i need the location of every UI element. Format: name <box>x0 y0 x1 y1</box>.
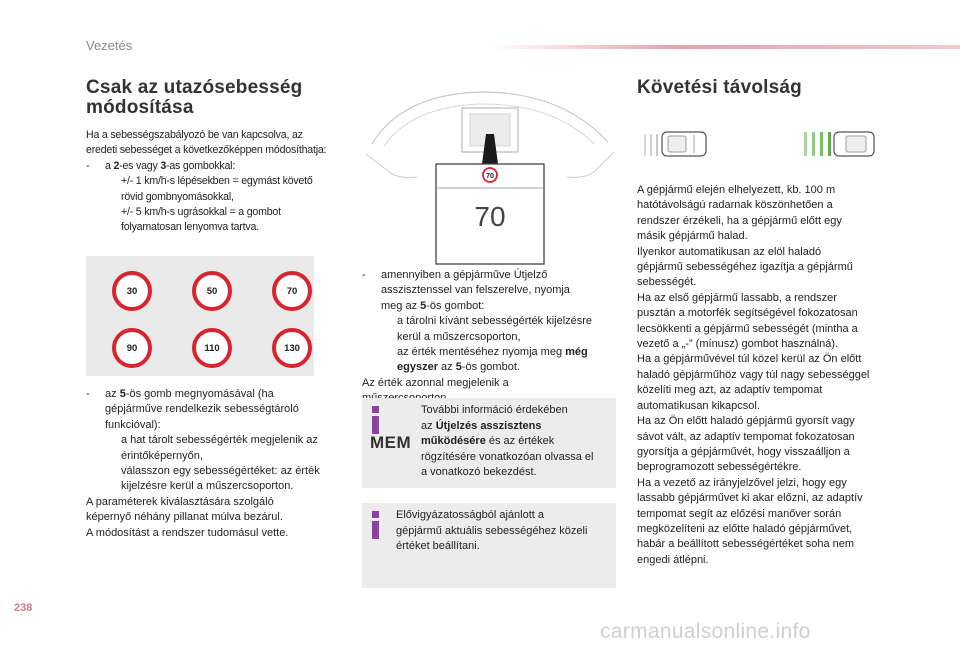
text: a tárolni kívánt sebességérték kijelzésre <box>397 315 593 328</box>
text: amennyiben a gépjárműve Útjelző <box>381 269 548 281</box>
bold-text: még <box>565 346 588 359</box>
button-ref: 5 <box>420 299 427 312</box>
info-icon-bar <box>372 416 379 434</box>
speed-sign-panel <box>86 256 314 376</box>
paragraph-line: A gépjármű elején elhelyezett, kb. 100 m <box>637 184 836 196</box>
paragraph-line: Ha a gépjárművével túl közel kerül az Ön előtt <box>637 353 862 366</box>
left-intro <box>86 128 356 236</box>
paragraph-line: megközelíteni az előtte haladó gépjárművet, <box>637 522 853 535</box>
speed-sign-50: 50 <box>192 271 232 311</box>
speed-sign-30: 30 <box>112 271 152 311</box>
text: funkcióval): <box>105 418 161 431</box>
button-ref: 3 <box>160 159 167 172</box>
paragraph-line: rendszer érzékeli, ha a gépjármű előtt egy <box>637 214 842 227</box>
dash: - <box>86 159 90 172</box>
paragraph-line: habár a beállított sebességértéket soha nem <box>637 538 855 551</box>
left-heading <box>86 78 302 118</box>
text: -ös gomb megnyomásával (ha <box>125 388 274 400</box>
small-speed-value: 70 <box>486 173 494 180</box>
text: válasszon egy sebességértéket: az érték <box>121 465 320 478</box>
text: a vonatkozó bekezdést. <box>421 466 537 478</box>
text: képernyő néhány pillanat múlva bezárul. <box>86 511 283 524</box>
stored-speed-value: 70 <box>474 201 506 232</box>
text: asszisztenssel van felszerelve, nyomja <box>381 284 570 297</box>
paragraph-line: haladó gépjárműhöz vagy túl nagy sebességgel <box>637 368 870 381</box>
paragraph-line: beprogramozott sebességértékre. <box>637 461 802 474</box>
paragraph-line: hatótávolságú radarnak köszönhetően a <box>637 199 833 212</box>
following-distance-illustration <box>636 126 880 162</box>
sub-list-item <box>86 174 356 205</box>
text: Elővigyázatosságból ajánlott a <box>396 509 544 521</box>
paragraph-line: gépjármű sebességéhez igazítja a gépjármű <box>637 261 853 274</box>
dash: - <box>86 388 90 400</box>
text: meg az <box>381 299 421 312</box>
text: a hat tárolt sebességérték megjelenik az <box>121 434 318 447</box>
dashboard-outline <box>366 154 417 178</box>
sub-list-item <box>86 205 356 236</box>
list-item <box>86 159 356 174</box>
section-title: Vezetés <box>86 38 133 53</box>
paragraph-line: sávot vált, az adaptív tempomat fokozatosan <box>637 430 855 443</box>
text: További információ érdekében <box>421 404 568 416</box>
paragraph-line: lassabb gépjárművet ki akar előzni, az adaptív <box>637 492 863 505</box>
sub-list-item <box>362 314 622 345</box>
text: az <box>421 419 436 432</box>
paragraph-line: lecsökkenti a gépjármű sebességét (mintha a <box>637 322 858 335</box>
dash: - <box>362 269 366 281</box>
button-ref: 5 <box>119 388 126 400</box>
text: kerül a műszercsoporton, <box>397 330 521 343</box>
paragraph-line: másik gépjármű halad. <box>637 230 748 243</box>
text: -ös gombot. <box>461 361 520 374</box>
info-box-text <box>396 508 612 555</box>
text: folyamatosan lenyomva tartva. <box>121 221 259 234</box>
intro-line: Ha a sebességszabályozó be van kapcsolva, az <box>86 129 303 141</box>
info-icon-dot <box>372 511 379 518</box>
middle-body <box>362 268 622 407</box>
bold-text: egyszer <box>397 361 438 374</box>
list-item <box>86 387 361 433</box>
page-number: 238 <box>14 602 33 614</box>
text: -as gombokkal: <box>166 159 236 172</box>
text: A paraméterek kiválasztására szolgáló <box>86 495 274 508</box>
text: kijelzésre kerül a műszercsoporton. <box>121 480 294 493</box>
paragraph-line: Ha az első gépjármű lassabb, a rendszer <box>637 291 837 304</box>
info-icon-dot <box>372 406 379 413</box>
intro-line: eredeti sebességet a következőképpen módosíthatja: <box>86 144 327 157</box>
text: gépjármű aktuális sebességéhez közeli <box>396 524 588 537</box>
text: értéket beállítani. <box>396 540 480 552</box>
text: Az érték azonnal megjelenik a <box>362 376 509 389</box>
text: +/- 5 km/h-s ugrásokkal = a gombot <box>121 206 281 219</box>
button-ref: 2 <box>113 159 120 172</box>
dashboard-illustration <box>362 84 618 268</box>
paragraph-line: Ha az Ön előtt haladó gépjármű gyorsít vagy <box>637 415 855 428</box>
text: -es vagy <box>119 159 161 172</box>
paragraph-line: Ilyenkor automatikusan az elöl haladó <box>637 245 822 258</box>
list-item <box>362 268 622 314</box>
paragraph-line: vezető a „-” (mínusz) gombot használná). <box>637 338 839 351</box>
header-divider <box>490 45 960 49</box>
vehicle-front-icon <box>834 132 874 156</box>
heading-line-1: Csak az utazósebesség <box>86 77 303 98</box>
info-box-advice <box>362 503 616 588</box>
text: rögzítésére vonatkozóan olvassa el <box>421 450 594 463</box>
dashboard-outline <box>567 152 614 177</box>
paragraph-line: gyorsítja a gépjárművét, hogy visszaálljon a <box>637 445 850 458</box>
text: +/- 1 km/h-s lépésekben = egymást követő <box>121 175 313 188</box>
paragraph-line: Ha a vezető az irányjelzővel jelzi, hogy egy <box>637 476 847 489</box>
paragraph-line: engedi átlépni. <box>637 553 709 566</box>
paragraph-line: automatikusan kikapcsol. <box>637 399 760 412</box>
speed-sign-110: 110 <box>192 328 232 368</box>
sub-list-item <box>362 345 622 376</box>
button-ref: 5 <box>455 361 462 374</box>
paragraph-line: pusztán a motorfék segítségével fokozatosan <box>637 307 858 320</box>
text: -ös gombot: <box>426 299 485 312</box>
speed-sign-70: 70 <box>272 271 312 311</box>
mem-label: MEM <box>370 433 412 452</box>
paragraph-line: tempomat segít az előzési manőver során <box>637 507 842 520</box>
right-heading: Követési távolság <box>637 77 802 98</box>
text: az érték mentéséhez nyomja meg <box>397 346 566 359</box>
bold-text: működésére <box>421 435 486 447</box>
text: az <box>105 388 120 400</box>
info-icon-bar <box>372 521 379 539</box>
watermark: carmanualsonline.info <box>600 620 811 643</box>
sub-list-item <box>86 464 361 495</box>
text: és az értékek <box>485 435 555 447</box>
vehicle-rear-icon <box>662 132 706 156</box>
right-body <box>637 183 907 568</box>
text: A módosítást a rendszer tudomásul vette. <box>86 526 289 539</box>
text: gépjárműve rendelkezik sebességtároló <box>105 403 299 416</box>
paragraph-line: sebességét. <box>637 276 697 289</box>
paragraph-line: közelíti meg azt, az adaptív tempomat <box>637 384 823 397</box>
speed-sign-90: 90 <box>112 328 152 368</box>
text: érintőképernyőn, <box>121 449 203 462</box>
info-box-text <box>421 403 613 481</box>
text: az <box>437 361 456 374</box>
bold-text: Útjelzés asszisztens <box>435 419 542 432</box>
info-box-mem <box>362 398 616 488</box>
text: rövid gombnyomásokkal, <box>121 190 234 203</box>
text: a <box>105 159 114 172</box>
sub-list-item <box>86 433 361 464</box>
heading-line-2: módosítása <box>86 97 194 118</box>
speed-sign-130: 130 <box>272 328 312 368</box>
left-body <box>86 387 361 541</box>
